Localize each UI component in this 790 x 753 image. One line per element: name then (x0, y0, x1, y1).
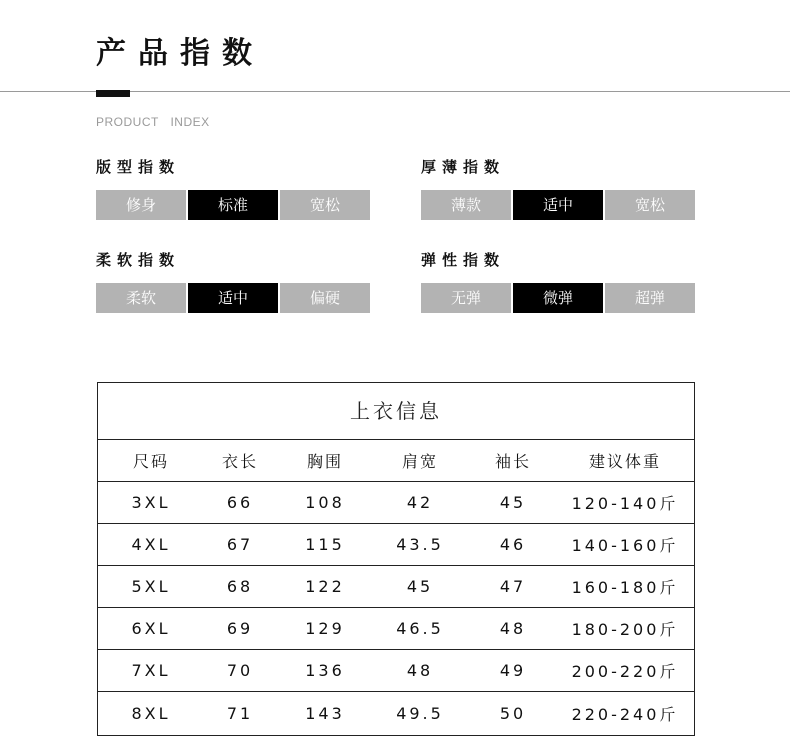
table-cell: 49 (499, 661, 527, 680)
index-label: 版型指数 (96, 158, 181, 176)
table-cell: 140-160斤 (571, 536, 679, 555)
table-cell: 3XL (131, 493, 171, 512)
index-option: 宽松 (280, 190, 370, 220)
index-scale (96, 283, 372, 313)
table-cell: 5XL (131, 577, 171, 596)
column-header: 建议体重 (588, 452, 661, 471)
title-accent-bar (96, 90, 130, 97)
index-option: 柔软 (96, 283, 186, 313)
table-row (98, 566, 694, 608)
index-option: 修身 (96, 190, 186, 220)
index-option: 宽松 (605, 190, 695, 220)
table-title: 上衣信息 (98, 383, 694, 440)
index-scale (421, 283, 697, 313)
table-cell: 129 (305, 619, 345, 638)
table-cell: 122 (305, 577, 345, 596)
table-cell: 48 (406, 661, 434, 680)
table-cell: 46 (499, 535, 527, 554)
index-option: 无弹 (421, 283, 511, 313)
column-header: 衣长 (221, 452, 258, 471)
table-cell: 4XL (131, 535, 171, 554)
index-label: 弹性指数 (421, 251, 506, 269)
column-header: 胸围 (306, 452, 343, 471)
table-cell: 180-200斤 (571, 620, 679, 639)
table-row (98, 482, 694, 524)
table-cell: 67 (226, 535, 254, 554)
table-cell: 108 (305, 493, 345, 512)
index-scale (96, 190, 372, 220)
table-cell: 43.5 (396, 535, 444, 554)
table-cell: 48 (499, 619, 527, 638)
thickness-index (421, 156, 697, 220)
table-cell: 160-180斤 (571, 578, 679, 597)
table-cell: 69 (226, 619, 254, 638)
table-cell: 7XL (131, 661, 171, 680)
table-cell: 136 (305, 661, 345, 680)
table-cell: 6XL (131, 619, 171, 638)
table-row (98, 524, 694, 566)
table-header-row (98, 440, 694, 482)
index-option: 偏硬 (280, 283, 370, 313)
elasticity-index (421, 249, 697, 313)
table-cell: 45 (499, 493, 527, 512)
index-option: 超弹 (605, 283, 695, 313)
column-header: 尺码 (132, 452, 169, 471)
index-option-selected: 适中 (513, 190, 603, 220)
table-cell: 66 (226, 493, 254, 512)
page-title: 产品指数 (96, 36, 264, 71)
table-cell: 42 (406, 493, 434, 512)
index-scale (421, 190, 697, 220)
index-option: 薄款 (421, 190, 511, 220)
table-cell: 120-140斤 (571, 494, 679, 513)
table-cell: 70 (226, 661, 254, 680)
index-label: 厚薄指数 (421, 158, 506, 176)
page-subtitle: PRODUCT INDEX (96, 115, 210, 129)
table-cell: 115 (305, 535, 345, 554)
fit-index (96, 156, 372, 220)
table-cell: 45 (406, 577, 434, 596)
table-cell: 143 (305, 703, 345, 723)
table-cell: 47 (499, 577, 527, 596)
index-option-selected: 适中 (188, 283, 278, 313)
table-row (98, 650, 694, 692)
column-header: 肩宽 (401, 452, 438, 471)
softness-index (96, 249, 372, 313)
table-cell: 49.5 (396, 703, 444, 723)
table-cell: 68 (226, 577, 254, 596)
index-option-selected: 微弹 (513, 283, 603, 313)
table-row (98, 608, 694, 650)
index-label: 柔软指数 (96, 251, 181, 269)
table-cell: 220-240斤 (571, 704, 679, 724)
table-cell: 50 (499, 703, 527, 723)
table-cell: 71 (226, 703, 254, 723)
table-cell: 200-220斤 (571, 662, 679, 681)
index-option-selected: 标准 (188, 190, 278, 220)
size-table (97, 382, 695, 736)
column-header: 袖长 (494, 452, 531, 471)
table-cell: 46.5 (396, 619, 444, 638)
table-cell: 8XL (131, 703, 171, 723)
table-row (98, 692, 694, 734)
